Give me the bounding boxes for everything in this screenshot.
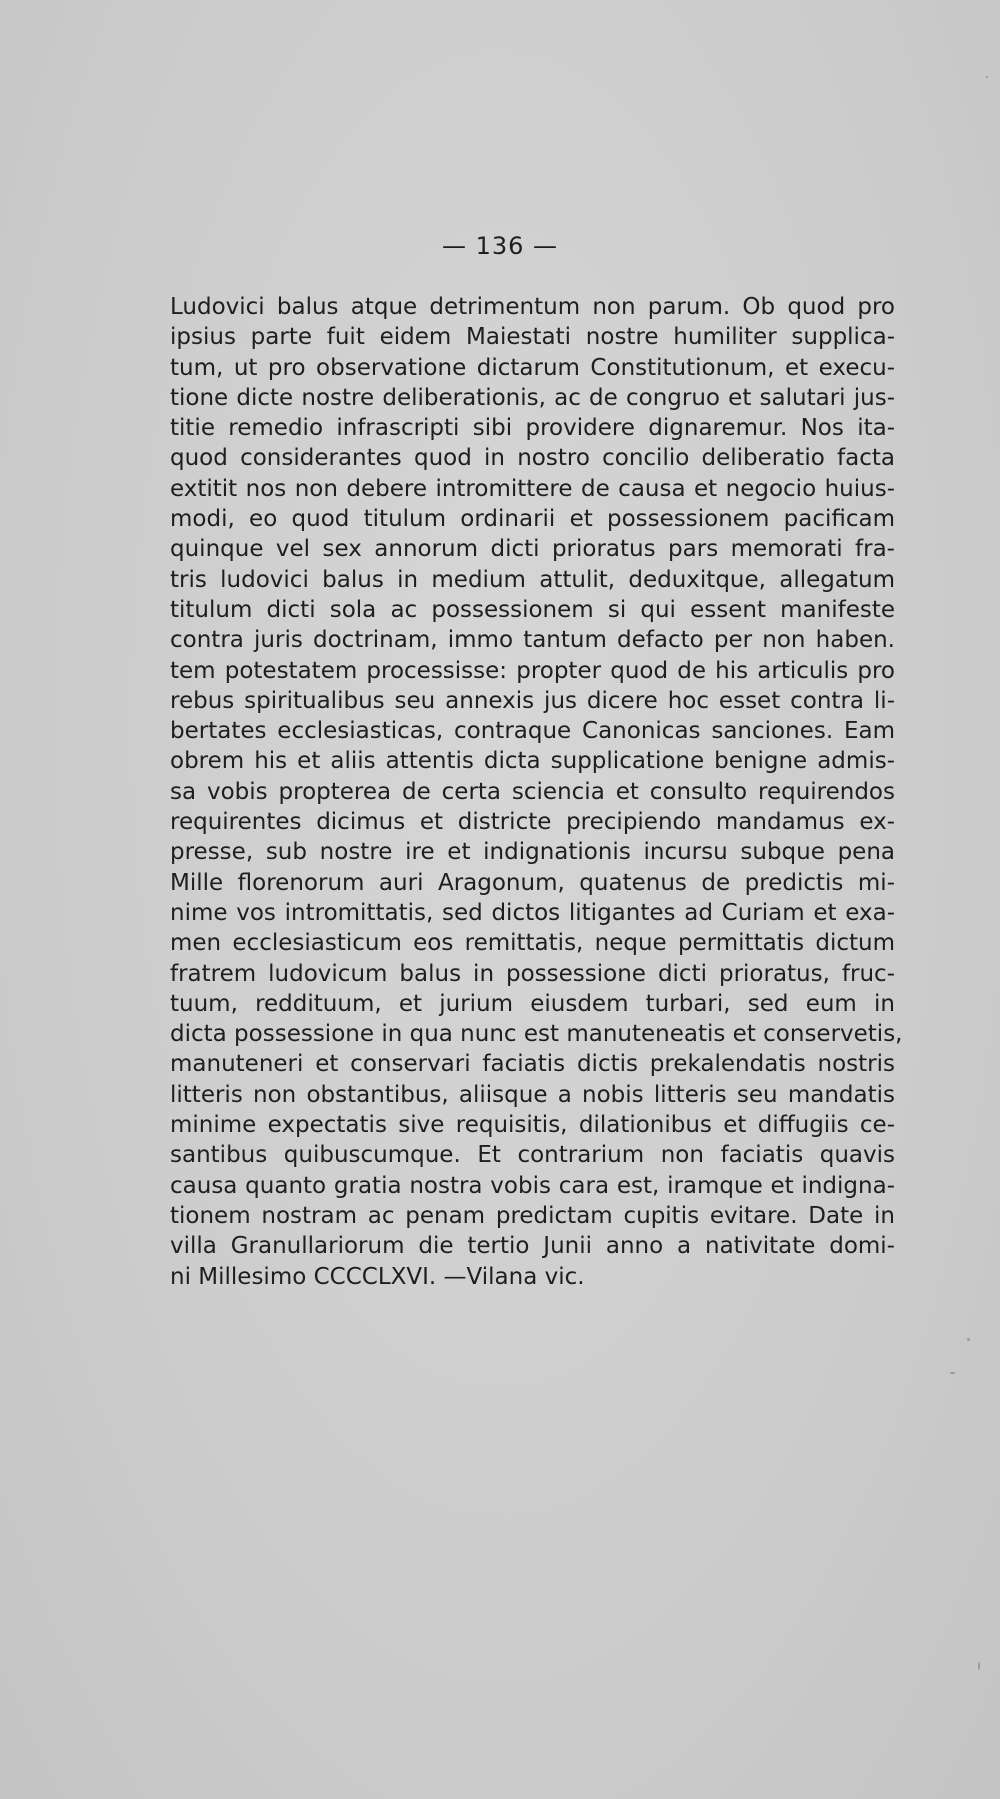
text-line: minime expectatis sive requisitis, dilationibus et diffugiis ce- (170, 1112, 895, 1139)
text-line: tionem nostram ac penam predictam cupitis evitare. Date in (170, 1202, 895, 1229)
text-line: dicta possessione in qua nunc est manuteneatis et conservetis, (170, 1021, 903, 1048)
text-line: causa quanto gratia nostra vobis cara est, iramque et indigna- (170, 1172, 895, 1199)
text-line: presse, sub nostre ire et indignationis incursu subque pena (170, 839, 895, 866)
text-line: quinque vel sex annorum dicti prioratus pars memorati fra- (170, 536, 895, 563)
text-line: tris ludovici balus in medium attulit, deduxitque, allegatum (170, 566, 895, 593)
text-line: Ludovici balus atque detrimentum non parum. Ob quod pro (170, 294, 895, 320)
text-line: ni Millesimo CCCCLXVI. —Vilana vic. (170, 1263, 585, 1290)
text-line: contra juris doctrinam, immo tantum defacto per non haben. (170, 627, 895, 654)
text-line: rebus spiritualibus seu annexis jus dicere hoc esset contra li- (170, 687, 895, 714)
paper-speck (950, 1372, 955, 1374)
text-line: fratrem ludovicum balus in possessione dicti prioratus, fruc- (170, 960, 895, 987)
text-line: santibus quibuscumque. Et contrarium non faciatis quavis (170, 1142, 895, 1169)
text-line: nime vos intromittatis, sed dictos litigantes ad Curiam et exa- (170, 899, 895, 926)
paper-speck (967, 1338, 970, 1341)
text-line: manuteneri et conservari faciatis dictis prekalendatis nostris (170, 1051, 895, 1078)
text-line: Mille florenorum auri Aragonum, quatenus de predictis mi- (170, 869, 895, 896)
text-line: titulum dicti sola ac possessionem si qui essent manifeste (170, 596, 895, 623)
text-line: quod considerantes quod in nostro concilio deliberatio facta (170, 445, 895, 472)
paper-speck (986, 76, 988, 78)
body-text (170, 292, 903, 1292)
page-number: — 136 — (441, 232, 559, 260)
text-line: titie remedio infrascripti sibi providere dignaremur. Nos ita- (170, 415, 895, 442)
text-line: villa Granullariorum die tertio Junii anno a nativitate domi- (170, 1233, 895, 1260)
text-line: obrem his et aliis attentis dicta supplicatione benigne admis- (170, 748, 895, 775)
text-line: extitit nos non debere intromittere de causa et negocio huius- (170, 475, 895, 502)
text-line: requirentes dicimus et districte precipiendo mandamus ex- (170, 809, 895, 836)
text-line: men ecclesiasticum eos remittatis, neque permittatis dictum (170, 930, 895, 957)
text-line: litteris non obstantibus, aliisque a nobis litteris seu mandatis (170, 1081, 895, 1108)
text-line: tum, ut pro observatione dictarum Constitutionum, et execu- (170, 354, 895, 381)
text-line: bertates ecclesiasticas, contraque Canonicas sanciones. Eam (170, 718, 895, 745)
paper-speck (978, 1662, 980, 1670)
text-line: modi, eo quod titulum ordinarii et possessionem pacificam (170, 506, 895, 533)
text-line: ipsius parte fuit eidem Maiestati nostre humiliter supplica- (170, 324, 895, 351)
text-line: tione dicte nostre deliberationis, ac de congruo et salutari jus- (170, 384, 895, 411)
text-line: tuum, reddituum, et jurium eiusdem turbari, sed eum in (170, 990, 895, 1017)
text-line: tem potestatem processisse: propter quod de his articulis pro (170, 657, 895, 684)
text-line: sa vobis propterea de certa sciencia et consulto requirendos (170, 778, 895, 805)
